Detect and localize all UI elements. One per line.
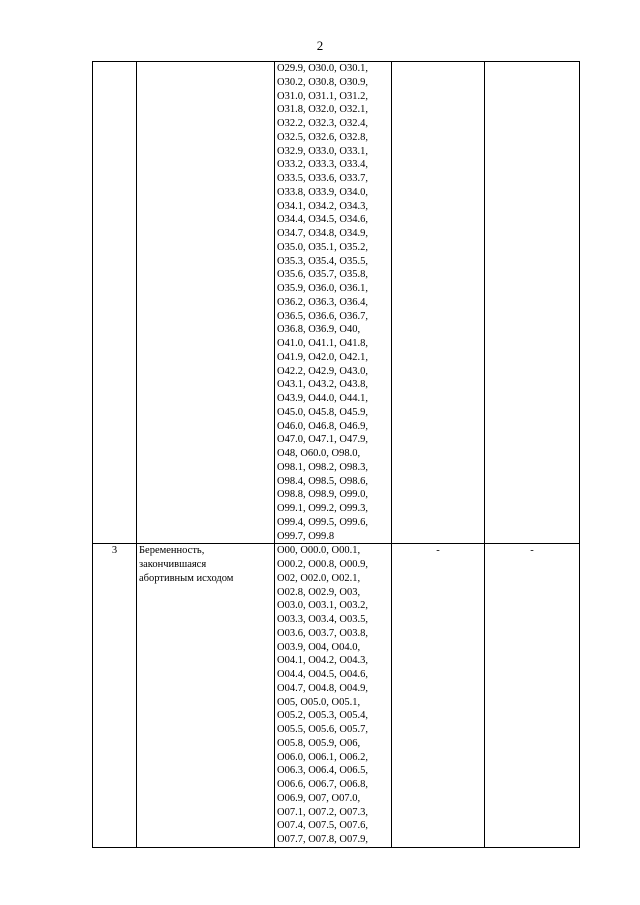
cell-line: абортивным исходом (139, 572, 234, 584)
cell-line: O06.3, O06.4, O06.5, (277, 765, 368, 777)
cell-line: O04.7, O04.8, O04.9, (277, 682, 368, 694)
cell-line: O00.2, O00.8, O00.9, (277, 559, 368, 570)
cell-line: O04.4, O04.5, O04.6, (277, 669, 368, 680)
cell-line: O32.9, O33.0, O33.1, (277, 145, 368, 157)
row-number-cell (93, 62, 137, 544)
row-number-cell: 3 (93, 544, 137, 848)
cell-line: O06.6, O06.7, O06.8, (277, 779, 368, 790)
cell-line: O34.1, O34.2, O34.3, (277, 200, 368, 212)
icd-codes-cell (275, 544, 392, 848)
page-number: 2 (316, 38, 324, 53)
cell-line: O41.0, O41.1, O41.8, (277, 338, 368, 349)
cell-line: O45.0, O45.8, O45.9, (277, 406, 368, 418)
cell-line: O02, O02.0, O02.1, (277, 572, 361, 584)
cell-line: O99.7, O99.8 (277, 530, 335, 542)
condition-name-cell (137, 544, 275, 848)
icd-codes-cell (275, 62, 392, 544)
cell-line: O98.4, O98.5, O98.6, (277, 475, 368, 487)
cell-line: Беременность, (139, 545, 205, 557)
cell-line: O98.8, O98.9, O99.0, (277, 489, 368, 501)
cell-line: O46.0, O46.8, O46.9, (277, 420, 368, 432)
cell-line: O02.8, O02.9, O03, (277, 586, 361, 598)
cell-line: O48, O60.0, O98.0, (277, 448, 361, 459)
cell-line: O31.8, O32.0, O32.1, (277, 104, 368, 116)
cell-line: O06.9, O07, O07.0, (277, 792, 361, 804)
cell-line: O98.1, O98.2, O98.3, (277, 461, 368, 473)
cell-line: O43.9, O44.0, O44.1, (277, 393, 368, 404)
cell-line: O35.9, O36.0, O36.1, (277, 283, 368, 294)
cell-line: O47.0, O47.1, O47.9, (277, 434, 368, 446)
cell-line: O05.2, O05.3, O05.4, (277, 710, 368, 722)
cell-line: O99.1, O99.2, O99.3, (277, 503, 368, 514)
cell-line: O35.0, O35.1, O35.2, (277, 241, 368, 253)
value-a-cell: - (392, 544, 485, 848)
cell-line: O36.8, O36.9, O40, (277, 324, 361, 336)
table-row-3 (93, 544, 580, 848)
cell-line: O04.1, O04.2, O04.3, (277, 655, 368, 667)
cell-line: O33.8, O33.9, O34.0, (277, 186, 368, 198)
cell-line: O03.9, O04, O04.0, (277, 641, 361, 653)
cell-line: O35.6, O35.7, O35.8, (277, 269, 368, 281)
cell-line: O03.0, O03.1, O03.2, (277, 600, 368, 612)
cell-line: O33.5, O33.6, O33.7, (277, 173, 368, 184)
cell-line: O43.1, O43.2, O43.8, (277, 379, 368, 391)
cell-line: O07.7, O07.8, O07.9, (277, 834, 368, 845)
condition-name-cell (137, 62, 275, 544)
cell-line: закончившаяся (139, 559, 207, 570)
cell-line: O35.3, O35.4, O35.5, (277, 255, 368, 267)
cell-line: O06.0, O06.1, O06.2, (277, 751, 368, 763)
cell-line: O33.2, O33.3, O33.4, (277, 159, 368, 171)
cell-line: O32.2, O32.3, O32.4, (277, 118, 368, 129)
cell-line: O03.6, O03.7, O03.8, (277, 627, 368, 639)
cell-line: O07.4, O07.5, O07.6, (277, 820, 368, 832)
value-b-cell (485, 62, 580, 544)
cell-line: O31.0, O31.1, O31.2, (277, 90, 368, 102)
cell-line: O36.2, O36.3, O36.4, (277, 296, 368, 308)
cell-line: O30.2, O30.8, O30.9, (277, 76, 368, 88)
diagnosis-codes-table (92, 61, 580, 848)
cell-line: O00, O00.0, O00.1, (277, 545, 361, 557)
cell-line: O42.2, O42.9, O43.0, (277, 365, 368, 377)
cell-line: O05.5, O05.6, O05.7, (277, 724, 368, 735)
cell-line: O36.5, O36.6, O36.7, (277, 310, 368, 322)
cell-line: O05, O05.0, O05.1, (277, 696, 361, 708)
cell-line: O05.8, O05.9, O06, (277, 737, 361, 749)
value-a-cell (392, 62, 485, 544)
cell-line: O29.9, O30.0, O30.1, (277, 63, 368, 74)
table-row-continued (93, 62, 580, 544)
cell-line: O03.3, O03.4, O03.5, (277, 614, 368, 625)
value-b-cell: - (485, 544, 580, 848)
cell-line: O99.4, O99.5, O99.6, (277, 516, 368, 528)
cell-line: O32.5, O32.6, O32.8, (277, 131, 368, 143)
cell-line: O07.1, O07.2, O07.3, (277, 806, 368, 818)
cell-line: O34.4, O34.5, O34.6, (277, 214, 368, 226)
cell-line: O34.7, O34.8, O34.9, (277, 228, 368, 239)
cell-line: O41.9, O42.0, O42.1, (277, 351, 368, 363)
